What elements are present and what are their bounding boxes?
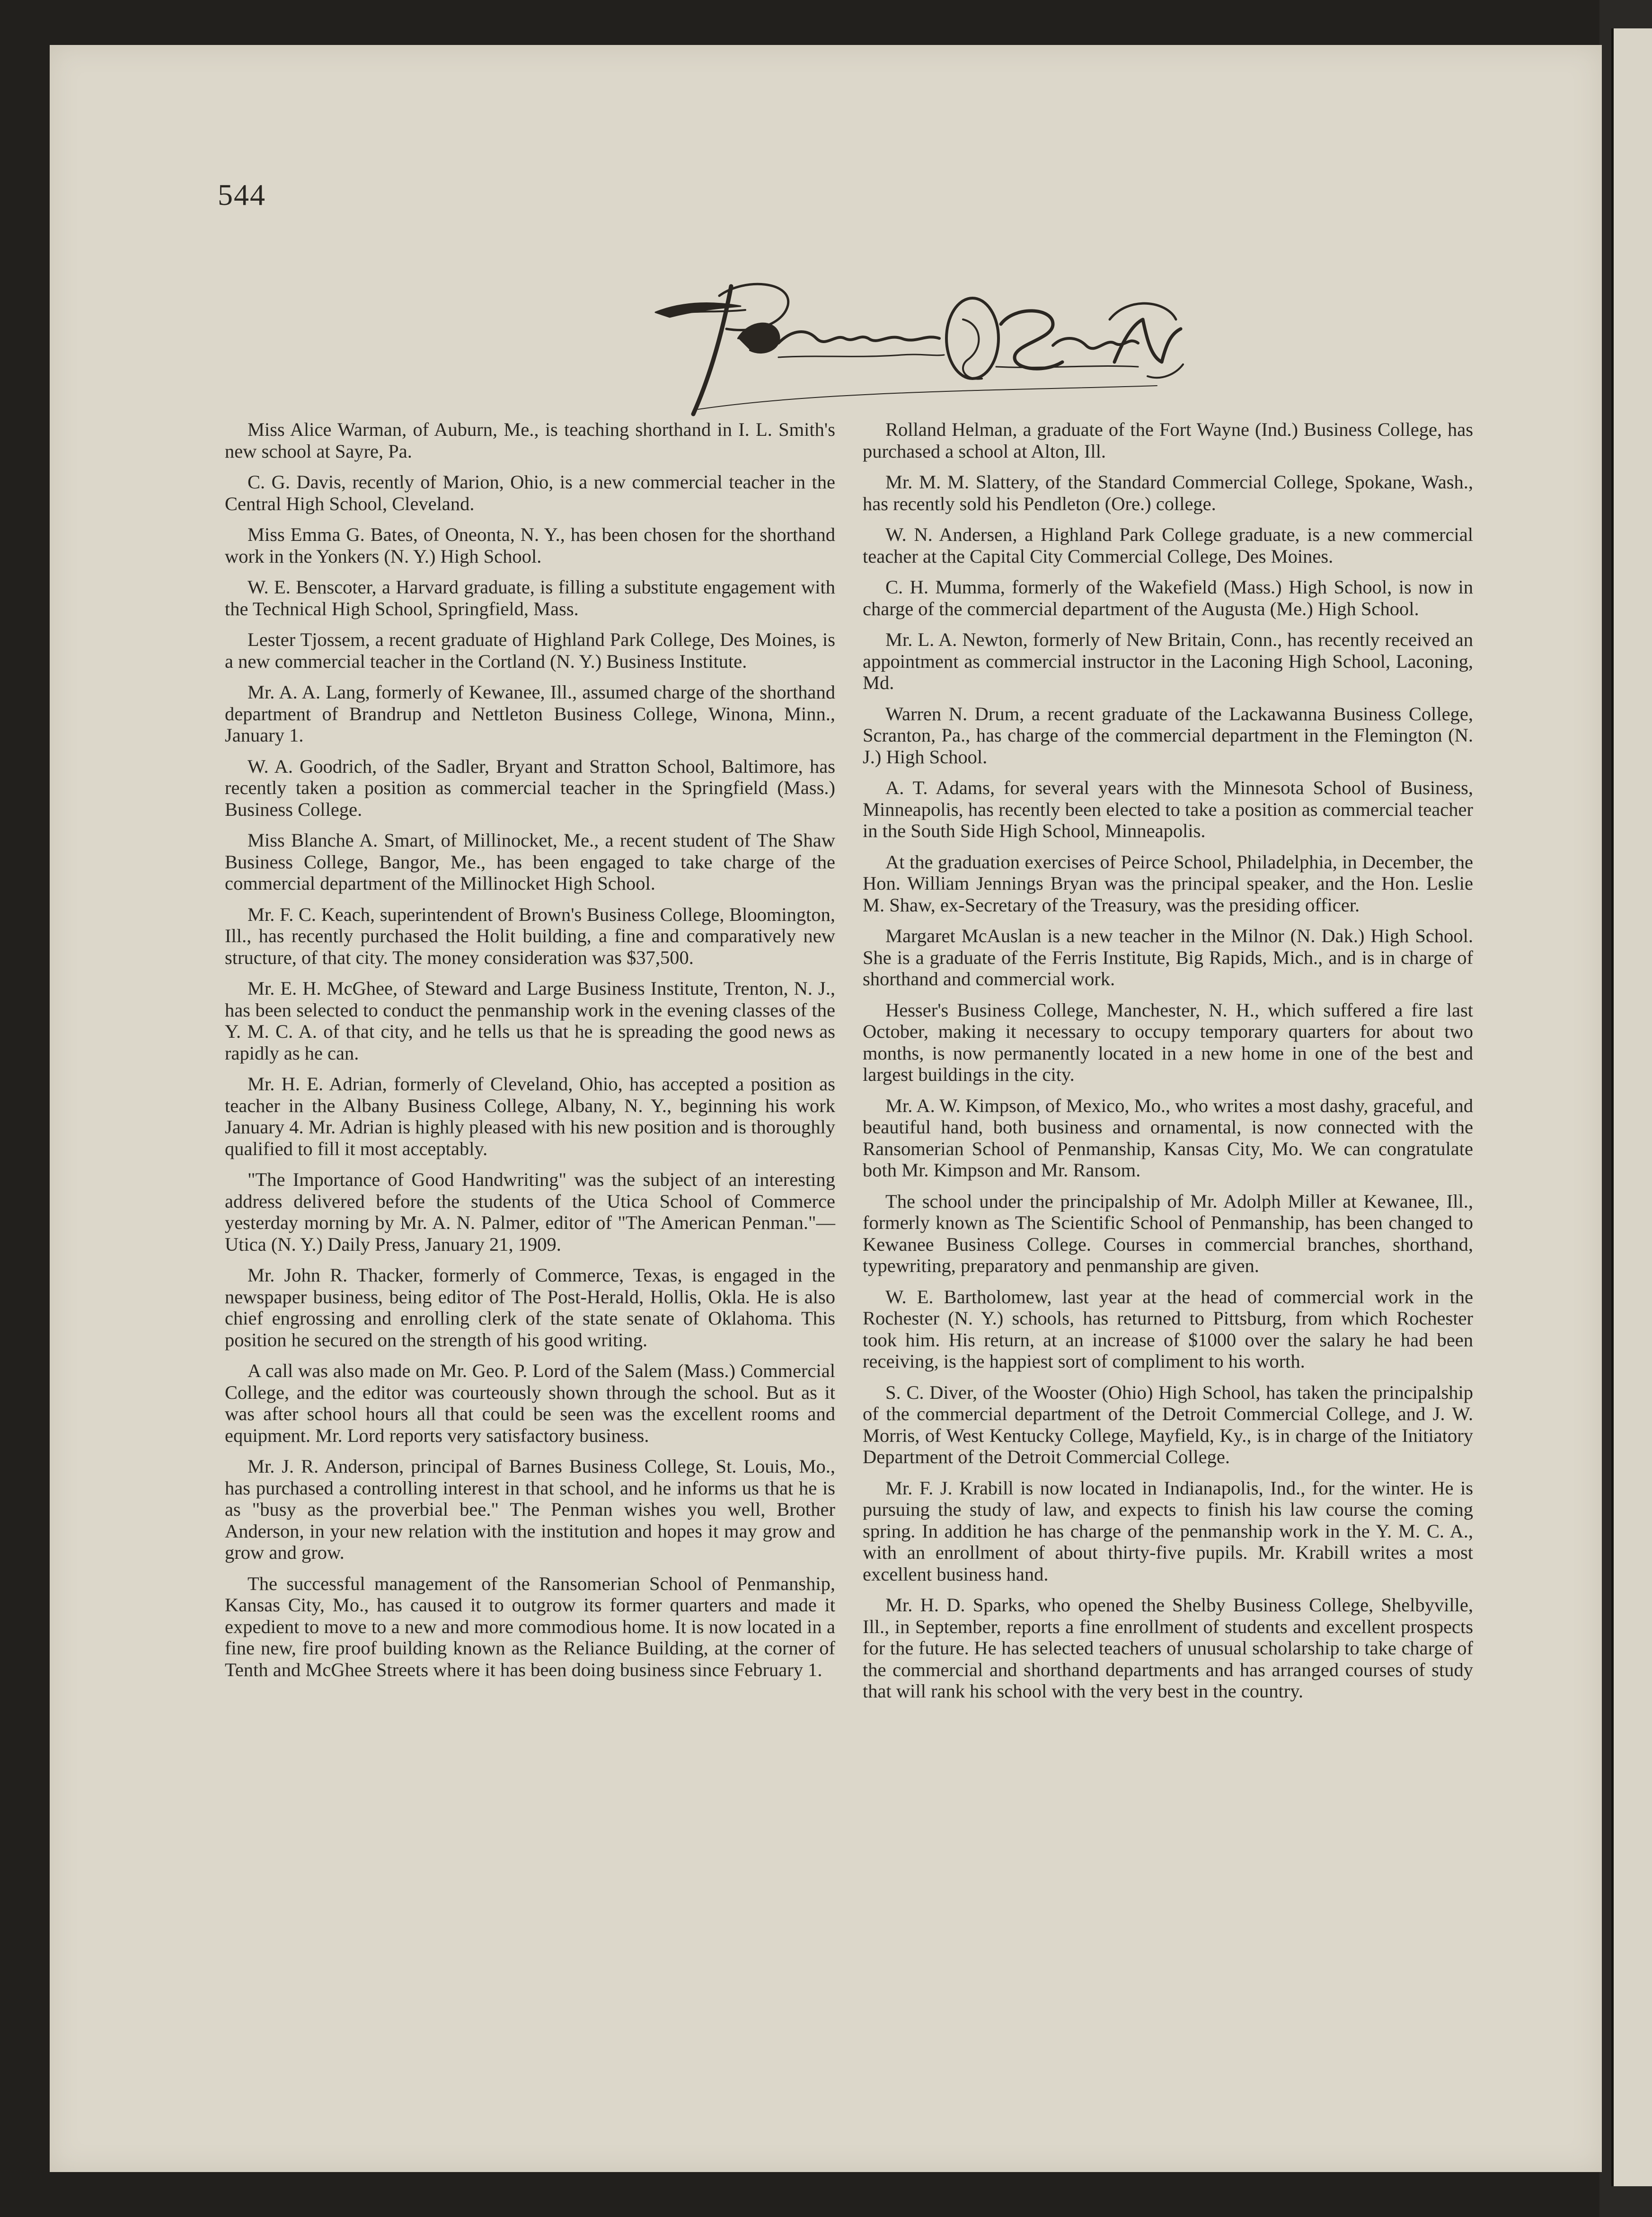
calligraphic-title-image bbox=[636, 267, 1185, 424]
news-item: Rolland Helman, a graduate of the Fort Wayne (Ind.) Business College, has purchased a school at Alton, Ill. bbox=[863, 419, 1473, 462]
news-item: Mr. H. E. Adrian, formerly of Cleveland, Ohio, has accepted a position as teacher in the Albany Business College, Albany, N. Y., beginning his work January 4. Mr. Adrian is highly pleased with his new position and is thoroughly qualified to fill it most acceptably. bbox=[225, 1073, 835, 1159]
news-item: Mr. F. J. Krabill is now located in Indianapolis, Ind., for the winter. He is pursuing the study of law, and expects to finish his law course the coming spring. In addition he has charge of the penmanship work in the Y. M. C. A., with an enrollment of about thirty-five pupils. Mr. Krabill writes a most excellent business hand. bbox=[863, 1477, 1473, 1585]
news-item: Lester Tjossem, a recent graduate of Highland Park College, Des Moines, is a new commercial teacher in the Cortland (N. Y.) Business Institute. bbox=[225, 629, 835, 672]
news-item: Mr. M. M. Slattery, of the Standard Commercial College, Spokane, Wash., has recently sold his Pendleton (Ore.) college. bbox=[863, 471, 1473, 514]
news-item: Mr. A. A. Lang, formerly of Kewanee, Ill., assumed charge of the shorthand department of Brandrup and Nettleton Business College, Winona, Minn., January 1. bbox=[225, 681, 835, 746]
right-column bbox=[863, 419, 1473, 1712]
news-item: Mr. H. D. Sparks, who opened the Shelby Business College, Shelbyville, Ill., in September, reports a fine enrollment of students and excellent prospects for the future. He has selected teachers of unusual scholarship to take charge of the commercial and shorthand departments and has arranged courses of study that will rank his school with the very best in the country. bbox=[863, 1594, 1473, 1702]
news-item: Mr. J. R. Anderson, principal of Barnes Business College, St. Louis, Mo., has purchased a controlling interest in that school, and he informs us that he is as "busy as the proverbial bee." The Penman wishes you well, Brother Anderson, in your new relation with the institution and hopes it may grow and grow and grow. bbox=[225, 1456, 835, 1563]
news-item: Mr. L. A. Newton, formerly of New Britain, Conn., has recently received an appointment as commercial instructor in the Laconing High School, Laconing, Md. bbox=[863, 629, 1473, 693]
news-item: Mr. E. H. McGhee, of Steward and Large Business Institute, Trenton, N. J., has been selected to conduct the penmanship work in the evening classes of the Y. M. C. A. of that city, and he tells us that he is spreading the good news as rapidly as he can. bbox=[225, 978, 835, 1064]
news-item: A. T. Adams, for several years with the Minnesota School of Business, Minneapolis, has recently been elected to take a position as commercial teacher in the South Side High School, Minneapolis. bbox=[863, 777, 1473, 841]
news-item: Hesser's Business College, Manchester, N. H., which suffered a fire last October, making it necessary to occupy temporary quarters for about two months, is now permanently located in a new home in one of the best and largest buildings in the city. bbox=[863, 999, 1473, 1085]
news-item: S. C. Diver, of the Wooster (Ohio) High School, has taken the principalship of the commercial department of the Detroit Commercial College, and J. W. Morris, of West Kentucky College, Mayfield, Ky., is in charge of the Initiatory Department of the Detroit Commercial College. bbox=[863, 1381, 1473, 1467]
news-item: C. H. Mumma, formerly of the Wakefield (Mass.) High School, is now in charge of the commercial department of the Augusta (Me.) High School. bbox=[863, 576, 1473, 619]
news-item: Warren N. Drum, a recent graduate of the Lackawanna Business College, Scranton, Pa., has charge of the commercial department in the Flemington (N. J.) High School. bbox=[863, 703, 1473, 768]
news-item: Mr. John R. Thacker, formerly of Commerce, Texas, is engaged in the newspaper business, being editor of The Post-Herald, Hollis, Okla. He is also chief engrossing and enrolling clerk of the state senate of Oklahoma. This position he secured on the strength of his good writing. bbox=[225, 1264, 835, 1351]
news-item: Miss Alice Warman, of Auburn, Me., is teaching shorthand in I. L. Smith's new school at Sayre, Pa. bbox=[225, 419, 835, 462]
news-item: The successful management of the Ransomerian School of Penmanship, Kansas City, Mo., has caused it to outgrow its former quarters and made it expedient to move to a new and more commodious home. It is now located in a fine new, fire proof building known as the Reliance Building, at the corner of Tenth and McGhee Streets where it has been doing business since February 1. bbox=[225, 1572, 835, 1680]
news-item: The school under the principalship of Mr. Adolph Miller at Kewanee, Ill., formerly known as The Scientific School of Penmanship, has been changed to Kewanee Business College. Courses in commercial branches, shorthand, typewriting, preparatory and penmanship are given. bbox=[863, 1190, 1473, 1276]
news-item: Mr. A. W. Kimpson, of Mexico, Mo., who writes a most dashy, graceful, and beautiful hand, both business and ornamental, is now connected with the Ransomerian School of Penmanship, Kansas City, Mo. We can congratulate both Mr. Kimpson and Mr. Ransom. bbox=[863, 1095, 1473, 1181]
news-item: A call was also made on Mr. Geo. P. Lord of the Salem (Mass.) Commercial College, and the editor was courteously shown through the school. But as it was after school hours all that could be seen was the excellent rooms and equipment. Mr. Lord reports very satisfactory business. bbox=[225, 1360, 835, 1446]
news-item: At the graduation exercises of Peirce School, Philadelphia, in December, the Hon. William Jennings Bryan was the principal speaker, and the Hon. Leslie M. Shaw, ex-Secretary of the Treasury, was the presiding officer. bbox=[863, 851, 1473, 916]
news-item: W. A. Goodrich, of the Sadler, Bryant and Stratton School, Baltimore, has recently taken a position as commercial teacher in the Springfield (Mass.) Business College. bbox=[225, 755, 835, 820]
header-calligraphy bbox=[636, 267, 1185, 424]
news-item: Miss Emma G. Bates, of Oneonta, N. Y., has been chosen for the shorthand work in the Yonkers (N. Y.) High School. bbox=[225, 524, 835, 567]
news-item: Mr. F. C. Keach, superintendent of Brown's Business College, Bloomington, Ill., has recently purchased the Holit building, a fine and comparatively new structure, of that city. The money consideration was $37,500. bbox=[225, 903, 835, 968]
news-item: "The Importance of Good Handwriting" was the subject of an interesting address delivered before the students of the Utica School of Commerce yesterday morning by Mr. A. N. Palmer, editor of "The American Penman."—Utica (N. Y.) Daily Press, January 21, 1909. bbox=[225, 1169, 835, 1255]
page-number: 544 bbox=[218, 178, 266, 212]
news-item: Miss Blanche A. Smart, of Millinocket, Me., a recent student of The Shaw Business College, Bangor, Me., has been engaged to take charge of the commercial department of the Millinocket High School. bbox=[225, 830, 835, 894]
news-item: C. G. Davis, recently of Marion, Ohio, is a new commercial teacher in the Central High School, Cleveland. bbox=[225, 471, 835, 514]
news-item: W. E. Benscoter, a Harvard graduate, is filling a substitute engagement with the Technical High School, Springfield, Mass. bbox=[225, 576, 835, 619]
page bbox=[50, 45, 1602, 2172]
news-item: W. E. Bartholomew, last year at the head of commercial work in the Rochester (N. Y.) schools, has returned to Pittsburg, from which Rochester took him. His return, at an increase of $1000 over the salary he had been receiving, is the happiest sort of compliment to his worth. bbox=[863, 1286, 1473, 1372]
left-column bbox=[225, 419, 835, 1690]
news-item: Margaret McAuslan is a new teacher in the Milnor (N. Dak.) High School. She is a graduate of the Ferris Institute, Big Rapids, Mich., and is in charge of shorthand and commercial work. bbox=[863, 925, 1473, 989]
adjacent-page-edge bbox=[1611, 28, 1652, 2186]
news-item: W. N. Andersen, a Highland Park College graduate, is a new commercial teacher at the Capital City Commercial College, Des Moines. bbox=[863, 524, 1473, 567]
